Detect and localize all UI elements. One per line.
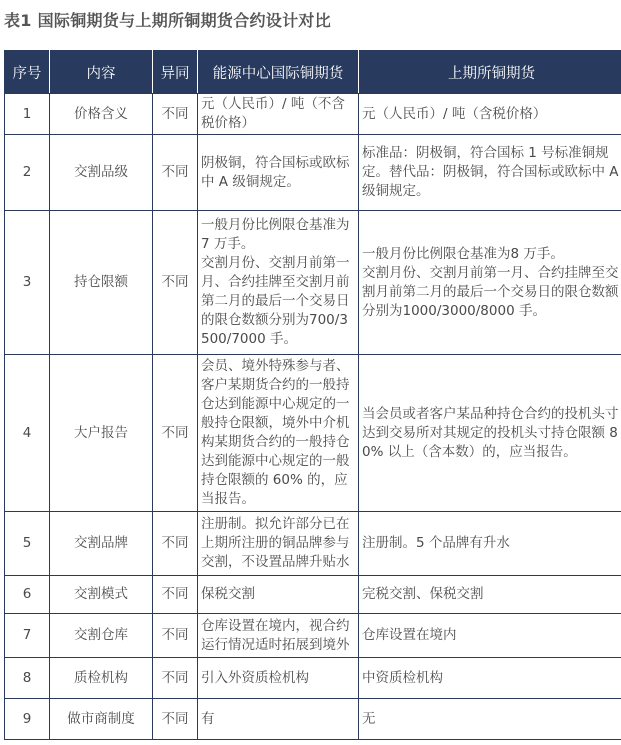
row-ine: 元（人民币）/ 吨（不含税价格） (198, 94, 359, 135)
row-diff: 不同 (153, 658, 198, 699)
row-diff: 不同 (153, 512, 198, 576)
row-item: 价格含义 (50, 94, 153, 135)
row-item: 交割品牌 (50, 512, 153, 576)
row-no: 3 (5, 211, 50, 355)
row-no: 4 (5, 355, 50, 512)
row-diff: 不同 (153, 94, 198, 135)
row-ine: 仓库设置在境内，视合约运行情况适时拓展到境外 (198, 614, 359, 658)
row-ine: 会员、境外特殊参与者、客户某期货合约的一般持仓达到能源中心规定的一般持仓限额，境外中介机构某期货合约的一般持仓达到能源中心规定的一般持仓限额的 60% 的，应当报告。 (198, 355, 359, 512)
comparison-table (4, 50, 621, 740)
row-diff: 不同 (153, 211, 198, 355)
table-row (5, 211, 621, 355)
row-ine: 注册制。拟允许部分已在上期所注册的铜品牌参与交割，不设置品牌升贴水 (198, 512, 359, 576)
header-shfe: 上期所铜期货 (359, 51, 621, 94)
row-shfe: 标准品：阴极铜，符合国标 1 号标准铜规定。替代品：阴极铜，符合国标或欧标中 A 级铜规定。 (359, 135, 621, 211)
table-row (5, 355, 621, 512)
row-ine: 保税交割 (198, 576, 359, 614)
row-item: 质检机构 (50, 658, 153, 699)
row-no: 8 (5, 658, 50, 699)
row-shfe: 一般月份比例限仓基准为8 万手。 交割月份、交割月前第一月、合约挂牌至交割月前第二月的最后一个交易日的限仓数额分别为1000/3000/8000 手。 (359, 211, 621, 355)
row-no: 5 (5, 512, 50, 576)
table-row (5, 576, 621, 614)
row-shfe: 仓库设置在境内 (359, 614, 621, 658)
table-row (5, 135, 621, 211)
table-row (5, 658, 621, 699)
row-no: 7 (5, 614, 50, 658)
row-shfe: 注册制。5 个品牌有升水 (359, 512, 621, 576)
row-item: 交割品级 (50, 135, 153, 211)
row-item: 做市商制度 (50, 699, 153, 740)
row-ine: 引入外资质检机构 (198, 658, 359, 699)
header-no: 序号 (5, 51, 50, 94)
header-item: 内容 (50, 51, 153, 94)
table-row (5, 699, 621, 740)
header-ine: 能源中心国际铜期货 (198, 51, 359, 94)
table-row (5, 94, 621, 135)
row-shfe: 当会员或者客户某品种持仓合约的投机头寸达到交易所对其规定的投机头寸持仓限额 80% 以上（含本数）的，应当报告。 (359, 355, 621, 512)
row-no: 6 (5, 576, 50, 614)
row-shfe: 完税交割、保税交割 (359, 576, 621, 614)
row-no: 1 (5, 94, 50, 135)
row-ine: 一般月份比例限仓基准为7 万手。 交割月份、交割月前第一月、合约挂牌至交割月前第二月的最后一个交易日的限仓数额分别为700/3500/7000 手。 (198, 211, 359, 355)
table-caption: 表1 国际铜期货与上期所铜期货合约设计对比 (4, 11, 332, 30)
row-item: 交割模式 (50, 576, 153, 614)
row-diff: 不同 (153, 135, 198, 211)
row-no: 2 (5, 135, 50, 211)
row-item: 交割仓库 (50, 614, 153, 658)
row-item: 持仓限额 (50, 211, 153, 355)
row-shfe: 中资质检机构 (359, 658, 621, 699)
row-item: 大户报告 (50, 355, 153, 512)
row-diff: 不同 (153, 576, 198, 614)
row-no: 9 (5, 699, 50, 740)
row-diff: 不同 (153, 355, 198, 512)
header-diff: 异同 (153, 51, 198, 94)
row-diff: 不同 (153, 614, 198, 658)
row-ine: 有 (198, 699, 359, 740)
table-row (5, 614, 621, 658)
row-shfe: 元（人民币）/ 吨（含税价格） (359, 94, 621, 135)
row-shfe: 无 (359, 699, 621, 740)
row-ine: 阴极铜，符合国标或欧标中 A 级铜规定。 (198, 135, 359, 211)
table-row (5, 512, 621, 576)
header-row (5, 51, 621, 94)
row-diff: 不同 (153, 699, 198, 740)
